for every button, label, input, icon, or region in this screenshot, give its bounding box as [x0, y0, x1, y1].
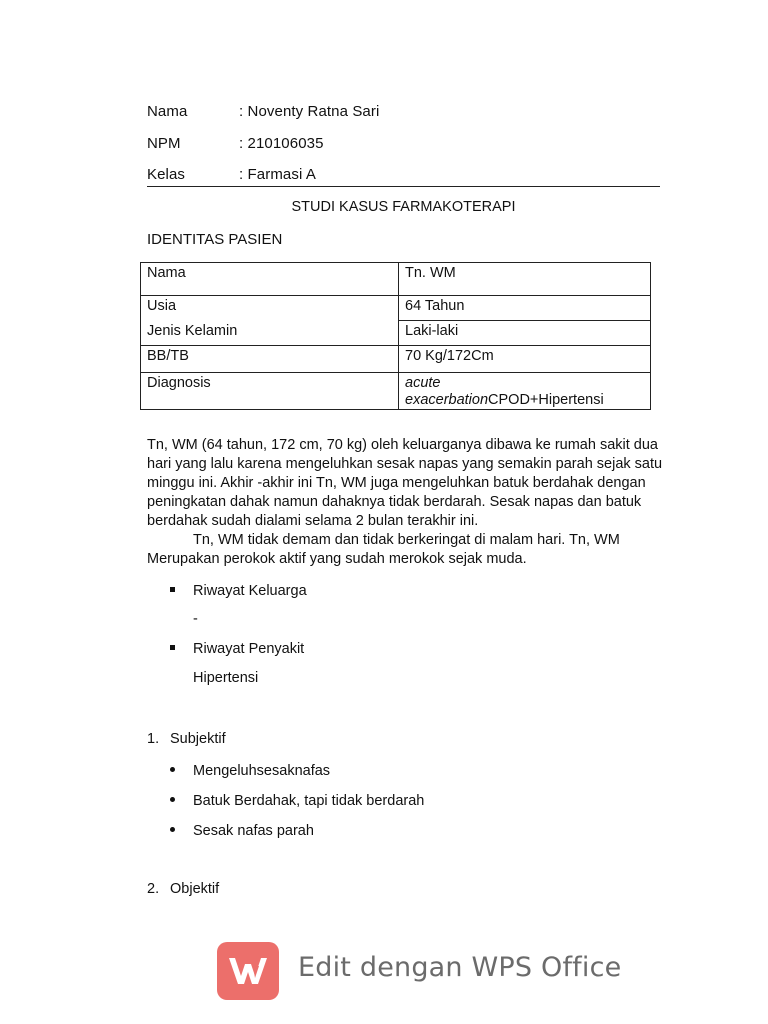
list-item — [170, 763, 330, 779]
heading-number: 1. — [147, 731, 160, 747]
diagnosis-italic: acute — [405, 375, 441, 391]
table-cell-label: Usia — [141, 296, 399, 321]
patient-identity-table — [140, 262, 651, 410]
list-item-riwayat-keluarga — [170, 583, 307, 599]
list-item-label: Sesak nafas parah — [193, 823, 314, 839]
bullet-icon — [170, 827, 175, 832]
heading-label: Subjektif — [170, 731, 226, 747]
header-divider — [147, 186, 660, 187]
table-row — [141, 346, 651, 373]
header-row-kelas — [147, 166, 316, 183]
table-row — [141, 373, 651, 410]
header-value: : 210106035 — [239, 135, 324, 152]
header-label: Kelas — [147, 166, 186, 183]
bullet-icon — [170, 797, 175, 802]
bullet-icon — [170, 767, 175, 772]
heading-number: 2. — [147, 881, 160, 897]
heading-objektif — [147, 881, 219, 897]
heading-label: Objektif — [170, 881, 220, 897]
table-cell-value: 70 Kg/172Cm — [399, 346, 651, 373]
table-cell-value: Tn. WM — [399, 263, 651, 296]
section-heading-identitas: IDENTITAS PASIEN — [147, 231, 283, 248]
list-item — [170, 823, 314, 839]
narrative-paragraph: Tn, WM tidak demam dan tidak berkeringat di malam hari. Tn, WM Merupakan perokok aktif yang sudah merokok sejak muda. — [147, 532, 620, 567]
list-item-label: Batuk Berdahak, tapi tidak berdarah — [193, 793, 425, 809]
table-cell-value — [399, 373, 651, 410]
diagnosis-italic: exacerbation — [405, 392, 489, 408]
wps-edit-link[interactable]: Edit dengan WPS Office — [298, 952, 622, 983]
list-item-label: Riwayat Penyakit — [193, 641, 305, 657]
document-title: STUDI KASUS FARMAKOTERAPI — [291, 199, 516, 215]
table-row — [141, 296, 651, 321]
list-item-riwayat-penyakit — [170, 641, 304, 657]
case-narrative — [147, 436, 667, 569]
table-cell-label: Nama — [141, 263, 399, 296]
riwayat-penyakit-value: Hipertensi — [193, 670, 259, 686]
list-item-label: Mengeluhsesaknafas — [193, 763, 331, 779]
table-cell-label: Jenis Kelamin — [141, 321, 399, 346]
wps-logo-icon[interactable] — [217, 942, 279, 1000]
diagnosis-rest: CPOD+Hipertensi — [488, 392, 604, 408]
table-cell-value: 64 Tahun — [399, 296, 651, 321]
header-row-nama — [147, 103, 379, 120]
header-value: : Farmasi A — [239, 166, 316, 183]
list-item — [170, 793, 424, 809]
heading-subjektif — [147, 731, 226, 747]
table-cell-label: Diagnosis — [141, 373, 399, 410]
square-bullet-icon — [170, 645, 175, 650]
table-row — [141, 263, 651, 296]
wps-w-glyph-icon — [217, 942, 279, 1000]
header-label: NPM — [147, 135, 181, 152]
header-value: : Noventy Ratna Sari — [239, 103, 380, 120]
table-cell-value: Laki-laki — [399, 321, 651, 346]
header-label: Nama — [147, 103, 188, 120]
narrative-paragraph: Tn, WM (64 tahun, 172 cm, 70 kg) oleh keluarganya dibawa ke rumah sakit dua hari yang lalu karena mengeluhkan sesak napas yang semakin parah sejak satu minggu ini. Akhir -akhir ini Tn, WM juga mengeluhkan batuk berdahak dengan peningkatan dahak namun dahaknya tidak berdarah. Sesak napas dan batuk berdahak sudah dialami selama 2 bulan terakhir ini. — [147, 437, 663, 529]
table-row — [141, 321, 651, 346]
header-row-npm — [147, 135, 324, 152]
square-bullet-icon — [170, 587, 175, 592]
list-item-label: Riwayat Keluarga — [193, 583, 307, 599]
table-cell-label: BB/TB — [141, 346, 399, 373]
riwayat-keluarga-value: - — [193, 611, 198, 627]
